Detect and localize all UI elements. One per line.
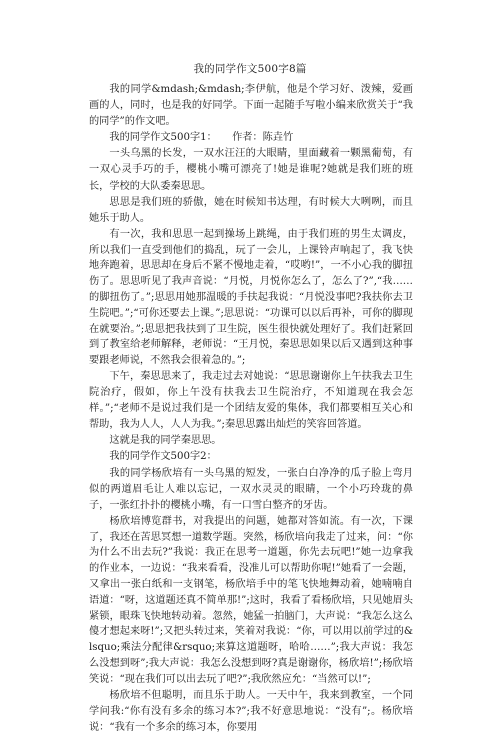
article1-paragraph-1: 一头乌黑的长发，一双水汪汪的大眼睛，里面藏着一颗黑葡萄，有一双心灵手巧的手，樱桃小嘴可漂亮了!她是谁呢?她就是我们班的班长，学校的大队委秦思思。	[89, 148, 413, 192]
article2-heading: 我的同学作文500字2：	[109, 451, 217, 463]
article2-paragraph-2: 杨欣培博览群书，对我提出的问题，她都对答如流。有一次，下课了，我还在苦思冥想一道数学题。突然，杨欣培向我走了过来，问：“你为什么不出去玩?”我说：我正在思考一道题，你先去玩吧!”她一边拿我的作业本，一边说：“我来看看，没准儿可以帮助你呢!”她看了一会题，又拿出一张白纸和一支钢笔，杨欣培手中的笔飞快地舞动着，她喃喃自语道：“呀，这道题还真不简单那!”;这时，我看了看杨欣培，只见她眉头紧锁，眼珠飞快地转动着。忽然，她猛一拍脑门，大声说：“我怎么这么傻才想起来呀!”;又把头转过来，笑着对我说：“你，可以用以前学过的&lsquo;乘法分配律&rsquo;来算这道题呀，哈哈……”;我大声说：我怎么没想到呀”;我大声说：我怎么没想到呀?真是谢谢你，杨欣培!”;杨欣培笑说：“现在我们可以出去玩了吧?”;我欣然应允：“当然可以!”;	[89, 515, 413, 685]
article1-paragraph-2: 思思是我们班的骄傲，她在时候知书达理，有时候大大咧咧，而且她乐于助人。	[89, 196, 413, 224]
intro-paragraph: 我的同学&mdash;&mdash;李伊航，他是个学习好、泼辣，爱画画的人，同时，也是我的好同学。下面一起随手写啦小编来欣赏关于“我的同学”的作文吧。	[89, 84, 413, 128]
article2-paragraph-1: 我的同学杨欣培有一头乌黑的短发，一张白白净净的瓜子脸上弯月似的两道眉毛让人难以忘记，一双水灵灵的眼睛，一个小巧玲珑的鼻子，一张红扑扑的樱桃小嘴，有一口雪白整齐的牙齿。	[89, 467, 413, 511]
article2-paragraph-3: 杨欣培不但聪明，而且乐于助人。一天中午，我来到教室，一个同学问我:“你有没有多余的练习本?”;我不好意思地说：“没有”;。杨欣培说：“我有一个多余的练习本，你要用	[89, 689, 413, 733]
article1-section	[89, 146, 413, 449]
article1-paragraph-4: 下午，秦思思来了，我走过去对她说：“思思谢谢你上午扶我去卫生院治疗，假如，你上午没有扶我去卫生院治疗，不知道现在我会怎样。”;“老师不是说过我们是一个团结友爱的集体，我们都要相互关心和帮助，我为人人，人人为我。”;秦思思露出灿烂的笑容回答道。	[89, 371, 413, 431]
article1-paragraph-3: 有一次，我和思思一起到操场上跳绳，由于我们班的男生太调皮，所以我们一直受到他们的捣乱，玩了一会儿，上课铃声响起了，我飞快地奔跑着，思思却在身后不紧不慢地走着，“哎哟!”，一不小心我的脚扭伤了。思思听见了我声音说：“月悦，月悦你怎么了，怎么了?”,“我……的脚扭伤了。”;思思用她那温暖的手扶起我说：“月悦没事吧?我扶你去卫生院吧。”;“可你还要去上课。”;思思说：“功课可以以后再补，可你的脚现在就要治。”;思思把我扶到了卫生院，医生很快就处理好了。我们赶紧回到了教室给老师解释，老师说：“王月悦，秦思思如果以后又遇到这种事要跟老师说，不然我会很着急的。”;	[89, 228, 413, 367]
document-title: 我的同学作文500字8篇	[193, 63, 307, 75]
article2-section	[89, 466, 413, 736]
article1-heading: 我的同学作文500字1： 作者：陈垚竹	[109, 132, 294, 144]
article1-paragraph-5: 这就是我的同学秦思思。	[109, 435, 222, 447]
document-body	[89, 82, 413, 736]
